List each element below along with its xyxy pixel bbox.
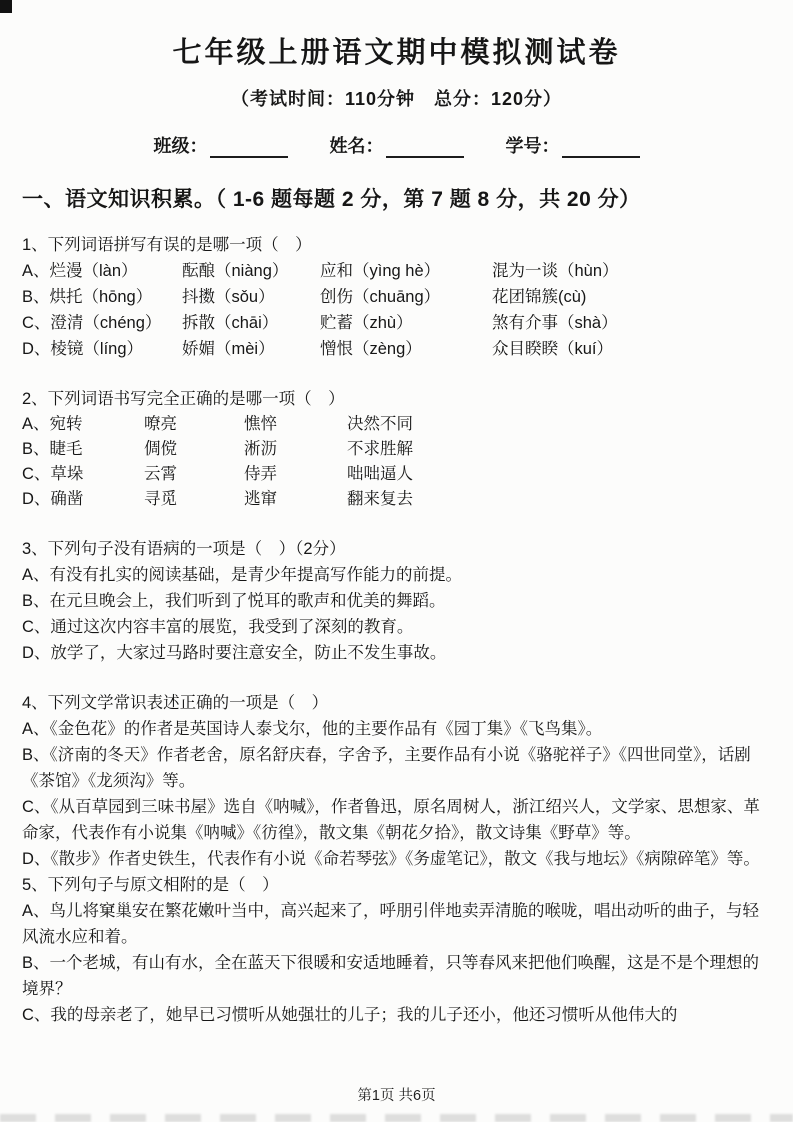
option-line: B、在元旦晚会上，我们听到了悦耳的歌声和优美的舞蹈。: [22, 592, 446, 610]
option-line: C、我的母亲老了，她早已习惯听从她强壮的儿子；我的儿子还小，他还习惯听从他伟大的: [22, 1006, 678, 1024]
page-title: 七年级上册语文期中模拟测试卷: [172, 37, 621, 69]
option-cell: 倜傥: [144, 440, 177, 458]
option-cell: 创伤（chuāng）: [320, 288, 441, 306]
student-number-blank-line: [562, 139, 640, 158]
question-2-options: [22, 412, 771, 512]
question-2-stem: 2、下列词语书写完全正确的是哪一项（ ）: [22, 390, 345, 408]
option-cell: 众目睽睽（kuí）: [492, 340, 614, 358]
scan-corner-artifact: [0, 0, 12, 13]
name-field: [330, 132, 464, 158]
option-cell: 咄咄逼人: [347, 465, 413, 483]
option-cell: 应和（yìng hè）: [320, 262, 441, 280]
option-cell: 侍弄: [244, 465, 277, 483]
option-cell: 嘹亮: [144, 415, 177, 433]
question-4: [22, 690, 771, 872]
question-3-stem: 3、下列句子没有语病的一项是（ ）（2分）: [22, 540, 346, 558]
student-number-label: 学号：: [505, 136, 560, 156]
page-number: 第1页 共6页: [357, 1088, 436, 1104]
option-line: A、《金色花》的作者是英国诗人泰戈尔，他的主要作品有《园丁集》《飞鸟集》。: [22, 720, 603, 738]
name-blank-line: [386, 139, 464, 158]
option-cell: 抖擞（sǒu）: [182, 288, 275, 306]
option-cell: 混为一谈（hùn）: [492, 262, 619, 280]
student-number-field: [506, 132, 640, 158]
option-cell: D、棱镜（líng）: [22, 340, 144, 358]
page-content: [0, 36, 793, 1028]
option-line: A、鸟儿将窠巢安在繁花嫩叶当中，高兴起来了，呼朋引伴地卖弄清脆的喉咙，唱出动听的曲子，与轻风流水应和着。: [22, 902, 760, 946]
option-cell: 淅沥: [244, 440, 277, 458]
question-1-stem: 1、下列词语拼写有误的是哪一项（ ）: [22, 236, 312, 254]
question-1: [22, 232, 771, 362]
class-label: 班级：: [153, 136, 208, 156]
option-line: A、有没有扎实的阅读基础，是青少年提高写作能力的前提。: [22, 566, 463, 584]
option-line: B、《济南的冬天》作者老舍，原名舒庆春，字舍予，主要作品有小说《骆驼祥子》《四世同堂》，话剧《茶馆》《龙须沟》等。: [22, 746, 751, 790]
option-cell: D、确凿: [22, 490, 84, 508]
name-label: 姓名：: [329, 136, 384, 156]
option-cell: 酝酿（niàng）: [182, 262, 289, 280]
question-4-stem: 4、下列文学常识表述正确的一项是（ ）: [22, 694, 329, 712]
option-cell: C、澄清（chéng）: [22, 314, 162, 332]
option-cell: 不求胜解: [347, 440, 413, 458]
option-cell: 憎恨（zèng）: [320, 340, 422, 358]
option-line: C、《从百草园到三味书屋》选自《呐喊》，作者鲁迅，原名周树人，浙江绍兴人，文学家、思想家、革命家，代表作有小说集《呐喊》《彷徨》，散文集《朝花夕拾》，散文诗集《野草》等。: [22, 798, 760, 842]
option-cell: 拆散（chāi）: [182, 314, 279, 332]
section-1-heading: 一、语文知识积累。（ 1-6 题每题 2 分，第 7 题 8 分，共 20 分）: [22, 188, 641, 211]
option-line: B、一个老城，有山有水，全在蓝天下很暖和安适地睡着，只等春风来把他们唤醒，这是不是个理想的境界？: [22, 954, 760, 998]
option-cell: 煞有介事（shà）: [492, 314, 618, 332]
option-cell: 花团锦簇(cù): [492, 288, 587, 306]
option-cell: 寻觅: [144, 490, 177, 508]
student-info-row: [22, 132, 771, 158]
class-blank-line: [210, 139, 288, 158]
question-5: [22, 872, 771, 1028]
question-5-stem: 5、下列句子与原文相附的是（ ）: [22, 876, 279, 894]
question-3: [22, 536, 771, 666]
option-cell: 娇媚（mèi）: [182, 340, 275, 358]
exam-info-line: （考试时间：110分钟 总分：120分）: [230, 89, 563, 109]
option-line: D、放学了，大家过马路时要注意安全，防止不发生事故。: [22, 644, 447, 662]
option-cell: 逃窜: [244, 490, 277, 508]
option-cell: B、烘托（hōng）: [22, 288, 153, 306]
option-cell: C、草垛: [22, 465, 84, 483]
option-cell: 翻来复去: [347, 490, 413, 508]
option-cell: A、烂漫（làn）: [22, 262, 138, 280]
option-cell: 贮蓄（zhù）: [320, 314, 413, 332]
option-cell: A、宛转: [22, 415, 83, 433]
question-1-options: [22, 258, 771, 362]
class-field: [154, 132, 288, 158]
scan-bottom-artifact: [0, 1114, 793, 1122]
option-cell: 憔悴: [244, 415, 277, 433]
option-line: D、《散步》作者史铁生，代表作有小说《命若琴弦》《务虚笔记》，散文《我与地坛》《病隙碎笔》等。: [22, 850, 760, 868]
option-line: C、通过这次内容丰富的展览，我受到了深刻的教育。: [22, 618, 414, 636]
option-cell: 云霄: [144, 465, 177, 483]
option-cell: B、睫毛: [22, 440, 83, 458]
question-2: [22, 386, 771, 512]
option-cell: 决然不同: [347, 415, 413, 433]
